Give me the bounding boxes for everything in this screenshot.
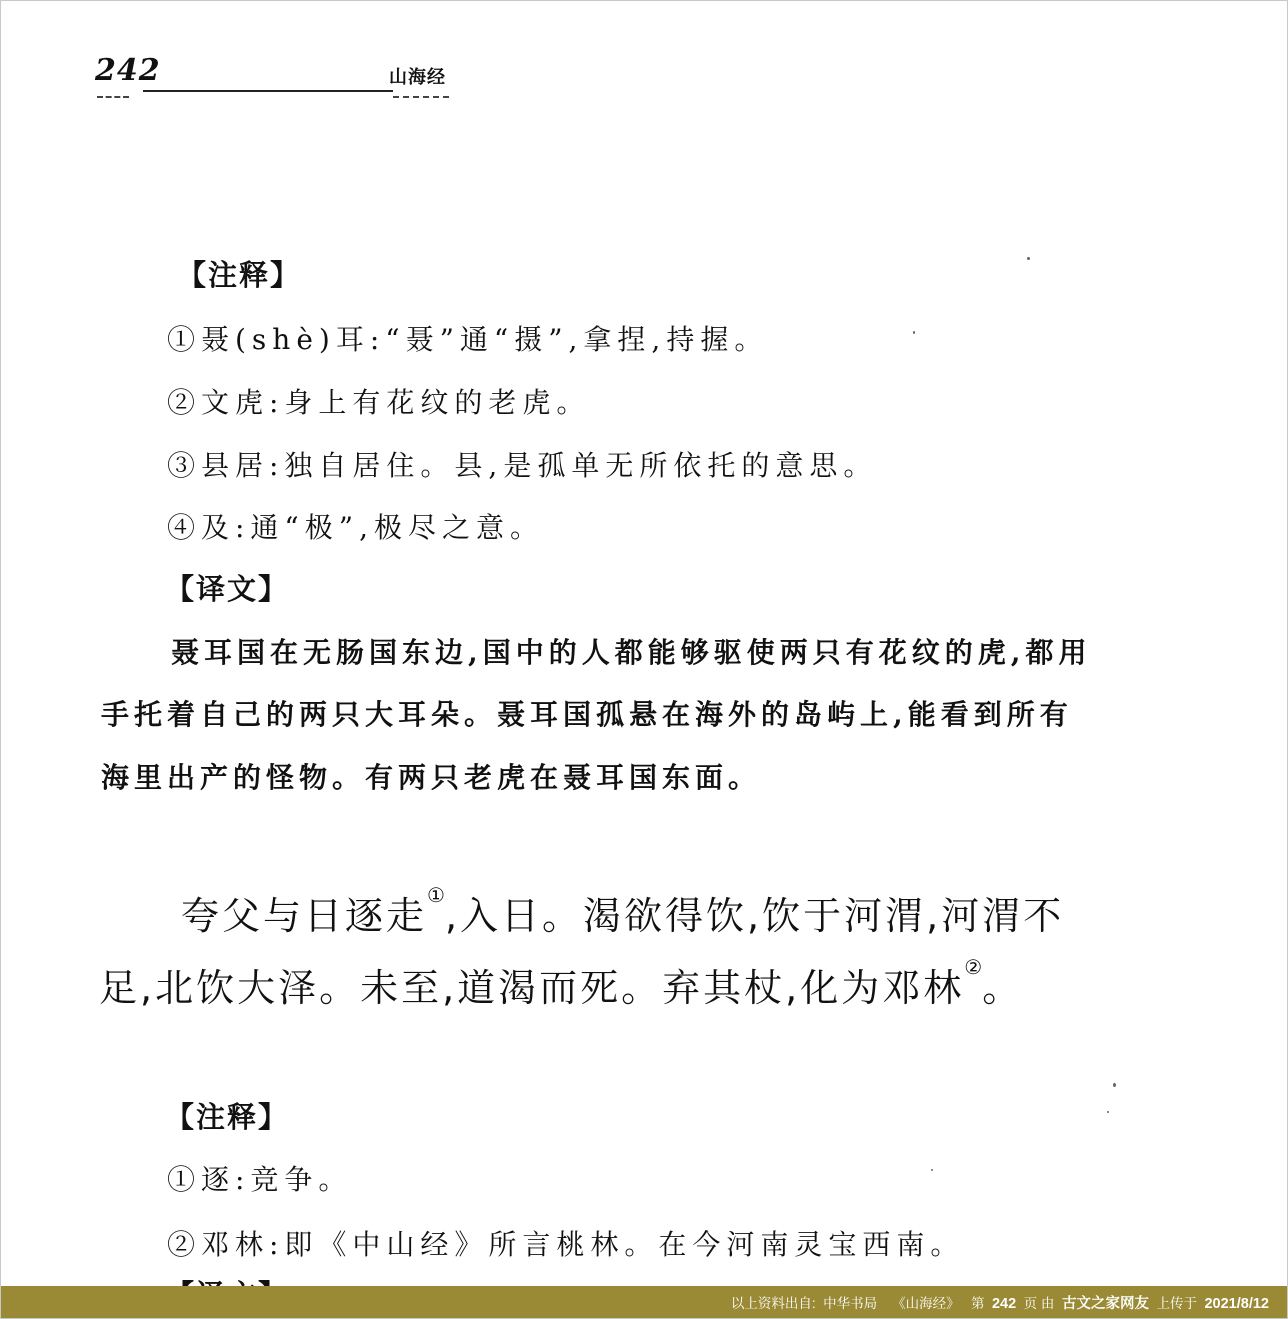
header-dash (393, 96, 449, 98)
scan-speck (1113, 1083, 1116, 1087)
scan-speck (913, 331, 915, 334)
original-text-line: 足,北饮大泽。未至,道渴而死。弃其杖,化为邓林②。 (99, 955, 1024, 1010)
running-title: 山海经 (389, 67, 446, 88)
scan-speck (1107, 1111, 1109, 1113)
note-item: ②文虎:身上有花纹的老虎。 (167, 386, 591, 419)
scan-speck (931, 1169, 933, 1171)
translation-line: 手托着自己的两只大耳朵。聂耳国孤悬在海外的岛屿上,能看到所有 (101, 698, 1073, 731)
notes-heading: 【注释】 (177, 258, 302, 292)
cutoff-heading (165, 1273, 289, 1287)
translation-line: 聂耳国在无肠国东边,国中的人都能够驱使两只有花纹的虎,都用 (171, 636, 1092, 669)
header-rule (143, 90, 393, 92)
page-number: 242 (95, 53, 161, 88)
translation-heading: 【译文】 (165, 572, 290, 606)
note-item: ①聂(shè)耳:“聂”通“摄”,拿捏,持握。 (167, 323, 769, 356)
note-item: ③县居:独自居住。县,是孤单无所依托的意思。 (167, 449, 878, 482)
footer-source: 以上资料出自: 中华书局 《山海经》 第 242 页 由 古文之家网友 上传于 2021/8/12 (730, 1296, 1269, 1312)
translation-line: 海里出产的怪物。有两只老虎在聂耳国东面。 (101, 761, 762, 794)
footnote-marker: ① (427, 883, 445, 907)
scan-speck (1027, 257, 1030, 260)
footer-bar (1, 1286, 1287, 1318)
header-dash (97, 96, 129, 98)
note-item: ②邓林:即《中山经》所言桃林。在今河南灵宝西南。 (167, 1228, 965, 1261)
note-item: ④及:通“极”,极尽之意。 (167, 511, 544, 544)
footnote-marker: ② (964, 955, 983, 979)
note-item: ①逐:竞争。 (167, 1163, 353, 1196)
original-text-line: 夸父与日逐走①,入日。渴欲得饮,饮于河渭,河渭不 (181, 883, 1065, 938)
notes-heading: 【注释】 (165, 1100, 290, 1134)
